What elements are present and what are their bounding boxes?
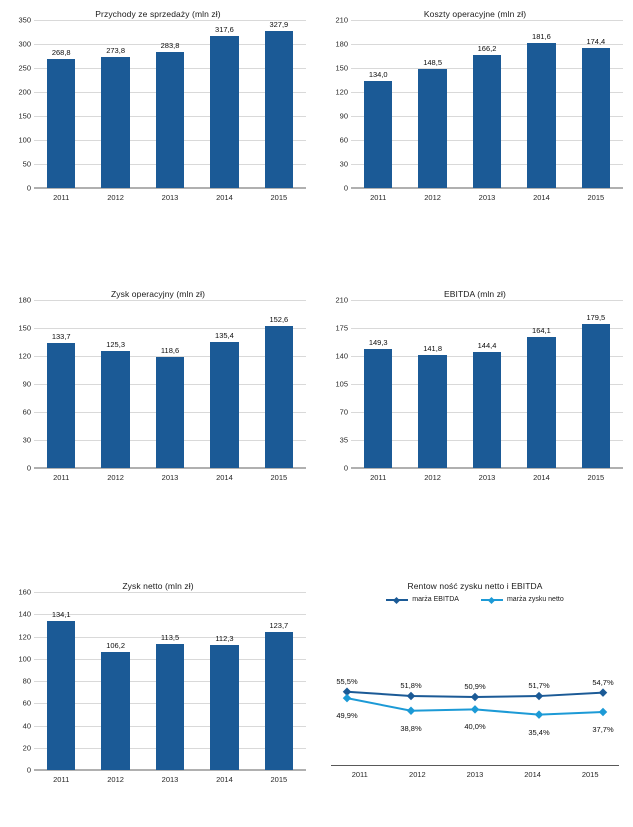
y-axis [325, 295, 351, 473]
x-axis-tick-label: 2014 [216, 473, 233, 482]
x-axis [34, 468, 306, 487]
y-axis-tick-label: 105 [335, 379, 348, 389]
y-axis-tick-label: 150 [18, 111, 31, 121]
bar[interactable] [156, 40, 184, 188]
bar-value-label: 134,1 [51, 609, 71, 619]
y-axis-tick-label: 40 [22, 721, 31, 730]
data-point-marker[interactable] [343, 694, 351, 702]
x-axis [34, 770, 306, 789]
bar-column [34, 20, 88, 188]
x-axis-tick-label: 2011 [370, 473, 387, 482]
x-axis-tick-label: 2011 [53, 193, 70, 202]
bar-column [405, 20, 459, 188]
data-point-marker[interactable] [407, 707, 415, 715]
plot-area [325, 295, 625, 487]
data-point-marker[interactable] [599, 708, 607, 716]
bar-column [34, 592, 88, 770]
bar-value-label: 174,4 [586, 37, 606, 47]
chart-title: Rentow ność zysku netto i EBITDA [407, 581, 543, 591]
bar[interactable] [210, 330, 238, 468]
x-axis-tick-label: 2015 [270, 775, 288, 784]
y-axis-tick-label: 90 [339, 111, 348, 121]
bar-value-label: 118,6 [160, 346, 180, 356]
bar[interactable] [210, 634, 238, 770]
y-axis-tick-label: 60 [339, 135, 348, 145]
bar[interactable] [473, 44, 501, 188]
x-axis-tick-label: 2012 [107, 193, 124, 202]
x-axis-tick-label: 2011 [370, 193, 387, 202]
bar[interactable] [156, 632, 184, 770]
bar[interactable] [47, 332, 75, 468]
bar[interactable] [156, 346, 184, 468]
x-axis-tick-label: 2011 [53, 473, 70, 482]
x-axis-tick-label: 2012 [409, 770, 426, 779]
x-axis-tick-label: 2014 [216, 775, 233, 784]
y-axis-tick-label: 100 [18, 135, 31, 145]
bar-column [252, 592, 306, 770]
x-axis-tick-label: 2015 [587, 473, 605, 482]
y-axis-tick-label: 140 [18, 609, 31, 619]
data-point-marker[interactable] [599, 688, 607, 696]
bar-value-label: 113,5 [160, 632, 180, 642]
bar-series [34, 592, 306, 770]
data-point-marker[interactable] [407, 692, 415, 700]
bar-value-label: 152,6 [269, 314, 289, 324]
bar-column [569, 20, 623, 188]
chart-panel-koszty [325, 8, 625, 207]
bar-column [88, 592, 142, 770]
legend-marker-icon [386, 599, 408, 601]
chart-panel-rentownosc [325, 580, 625, 784]
legend-marker-icon [481, 599, 503, 601]
x-axis [331, 765, 619, 784]
bar[interactable] [364, 337, 392, 468]
y-axis-tick-label: 120 [18, 351, 31, 361]
chart-legend [325, 596, 625, 603]
bar[interactable] [101, 640, 129, 770]
bar[interactable] [582, 313, 610, 468]
y-axis-tick-label: 60 [22, 407, 31, 417]
bar-column [514, 20, 568, 188]
y-axis-tick-label: 150 [335, 63, 348, 73]
bar-column [197, 592, 251, 770]
bar-column [143, 300, 197, 468]
y-axis-tick-label: 100 [18, 654, 31, 664]
y-axis-tick-label: 210 [335, 295, 348, 305]
x-axis-tick-label: 2015 [581, 770, 599, 779]
x-axis [351, 188, 623, 207]
data-point-marker[interactable] [535, 710, 543, 718]
y-axis-tick-label: 120 [335, 87, 348, 97]
y-axis [8, 295, 34, 473]
bar[interactable] [47, 47, 75, 188]
bar[interactable] [265, 621, 293, 770]
y-axis-tick-label: 180 [18, 295, 31, 305]
bar-column [143, 592, 197, 770]
y-axis-tick-label: 140 [335, 351, 348, 361]
data-point-label: 54,7% [592, 677, 614, 687]
x-axis [34, 188, 306, 207]
bar-column [351, 300, 405, 468]
y-axis-tick-label: 90 [22, 379, 31, 389]
bar-value-label: 164,1 [532, 325, 551, 335]
data-point-label: 35,4% [528, 727, 550, 737]
plot-canvas [325, 295, 625, 473]
bar-column [405, 300, 459, 468]
bar-value-label: 283,8 [160, 40, 180, 50]
bar[interactable] [364, 69, 392, 188]
bar[interactable] [265, 314, 293, 468]
plot-area [8, 587, 308, 789]
x-axis-tick-label: 2013 [478, 193, 496, 202]
x-axis-tick-label: 2014 [524, 770, 541, 779]
y-axis-tick-label: 0 [26, 463, 31, 473]
x-axis-tick-label: 2013 [466, 770, 484, 779]
bar-value-label: 179,5 [586, 313, 606, 323]
bar-column [143, 20, 197, 188]
bar[interactable] [418, 58, 446, 188]
y-axis-tick-label: 60 [22, 698, 31, 708]
bar-column [88, 300, 142, 468]
y-axis-tick-label: 50 [22, 159, 31, 169]
chart-title: Koszty operacyjne (mln zł) [423, 9, 527, 19]
data-point-marker[interactable] [471, 705, 479, 713]
y-axis-tick-label: 0 [343, 183, 348, 193]
x-axis [351, 468, 623, 487]
bar-value-label: 133,7 [51, 332, 71, 342]
bar[interactable] [210, 24, 238, 188]
y-axis-tick-label: 20 [22, 743, 31, 753]
data-point-label: 55,5% [336, 676, 358, 686]
bar-value-label: 268,8 [51, 47, 71, 57]
bar-value-label: 123,7 [269, 621, 289, 631]
data-point-marker[interactable] [535, 692, 543, 700]
plot-area [8, 15, 308, 207]
x-axis-tick-label: 2014 [533, 473, 550, 482]
plot-canvas [8, 587, 308, 775]
x-axis-tick-label: 2012 [107, 775, 124, 784]
bar-value-label: 141,8 [423, 343, 442, 353]
x-axis-tick-label: 2015 [587, 193, 605, 202]
plot-canvas [8, 295, 308, 473]
bar[interactable] [418, 343, 446, 468]
bar-column [569, 300, 623, 468]
y-axis-tick-label: 120 [18, 632, 31, 641]
x-axis-tick-label: 2015 [270, 473, 288, 482]
y-axis-tick-label: 200 [18, 87, 31, 97]
bar-column [252, 300, 306, 468]
legend-item-zysk-netto[interactable] [481, 596, 564, 603]
bar-column [460, 300, 514, 468]
bar-value-label: 135,4 [215, 330, 234, 340]
bar-series [34, 300, 306, 468]
x-axis-tick-label: 2012 [107, 473, 124, 482]
y-axis-tick-label: 0 [26, 183, 31, 193]
x-axis-tick-label: 2012 [424, 473, 441, 482]
chart-panel-zysk-operacyjny [8, 288, 308, 487]
y-axis-tick-label: 150 [18, 323, 31, 333]
bar-column [197, 20, 251, 188]
plot-canvas [8, 15, 308, 193]
bar-column [252, 20, 306, 188]
bar-value-label: 166,2 [477, 44, 497, 54]
data-point-label: 49,9% [336, 711, 358, 721]
bar-value-label: 181,6 [532, 31, 551, 41]
x-axis-tick-label: 2013 [478, 473, 496, 482]
bar[interactable] [47, 609, 75, 770]
bar-series [351, 300, 623, 468]
line-plot-canvas [325, 605, 625, 765]
chart-title: Przychody ze sprzedaży (mln zł) [95, 9, 221, 19]
y-axis-tick-label: 70 [339, 407, 348, 417]
y-axis-tick-label: 0 [26, 765, 31, 775]
bar-column [197, 300, 251, 468]
bar-value-label: 106,2 [106, 640, 125, 650]
y-axis-tick-label: 350 [18, 15, 31, 25]
data-point-label: 51,7% [528, 681, 550, 691]
chart-title: Zysk netto (mln zł) [122, 581, 194, 591]
bar-column [514, 300, 568, 468]
y-axis [8, 15, 34, 193]
bar-value-label: 112,3 [215, 634, 234, 644]
x-axis-tick-label: 2013 [161, 775, 179, 784]
x-axis-tick-label: 2011 [53, 775, 70, 784]
y-axis-tick-label: 35 [339, 435, 348, 445]
y-axis-tick-label: 250 [18, 63, 31, 73]
bar-value-label: 273,8 [106, 45, 125, 55]
chart-title: Zysk operacyjny (mln zł) [110, 289, 206, 299]
bar[interactable] [582, 37, 610, 188]
y-axis-tick-label: 210 [335, 15, 348, 25]
x-axis-tick-label: 2014 [533, 193, 550, 202]
bar-value-label: 134,0 [368, 69, 388, 79]
x-axis-tick-label: 2015 [270, 193, 288, 202]
chart-panel-zysk-netto [8, 580, 308, 789]
chart-panel-przychody [8, 8, 308, 207]
x-axis-tick-label: 2012 [424, 193, 441, 202]
chart-title: EBITDA (mln zł) [444, 289, 506, 299]
legend-label: marża EBITDA [412, 596, 459, 603]
data-point-label: 50,9% [464, 681, 486, 691]
bar-column [460, 20, 514, 188]
bar-value-label: 317,6 [215, 24, 234, 34]
plot-area [325, 15, 625, 207]
y-axis [8, 587, 34, 775]
plot-canvas [325, 15, 625, 193]
bar-value-label: 148,5 [423, 58, 442, 68]
x-axis-tick-label: 2013 [161, 473, 179, 482]
data-point-label: 51,8% [400, 680, 422, 690]
bar-column [34, 300, 88, 468]
bar[interactable] [265, 19, 293, 188]
y-axis-tick-label: 30 [22, 435, 31, 445]
data-point-label: 40,0% [464, 722, 486, 732]
y-axis [325, 15, 351, 193]
data-point-marker[interactable] [471, 693, 479, 701]
y-axis-tick-label: 80 [22, 676, 31, 686]
bar[interactable] [101, 45, 129, 188]
x-axis-tick-label: 2014 [216, 193, 233, 202]
x-axis-tick-label: 2013 [161, 193, 179, 202]
x-axis-tick-label: 2011 [351, 770, 368, 779]
bar[interactable] [527, 31, 555, 188]
data-point-label: 38,8% [400, 723, 422, 733]
bar-value-label: 149,3 [368, 337, 388, 347]
bar-value-label: 327,9 [269, 19, 289, 29]
y-axis-tick-label: 175 [335, 323, 348, 333]
bar-value-label: 144,4 [477, 341, 497, 351]
y-axis-tick-label: 30 [339, 159, 348, 169]
y-axis-tick-label: 180 [335, 39, 348, 49]
legend-item-ebitda[interactable] [386, 596, 459, 603]
bar-column [88, 20, 142, 188]
y-axis-tick-label: 0 [343, 463, 348, 473]
bar[interactable] [101, 340, 129, 468]
bar-series [34, 20, 306, 188]
bar[interactable] [527, 325, 555, 468]
bar[interactable] [473, 341, 501, 468]
y-axis-tick-label: 160 [18, 587, 31, 597]
bar-series [351, 20, 623, 188]
chart-panel-ebitda [325, 288, 625, 487]
y-axis-tick-label: 300 [18, 39, 31, 49]
plot-area [8, 295, 308, 487]
bar-value-label: 125,3 [106, 340, 125, 350]
data-point-label: 37,7% [592, 725, 614, 735]
legend-label: marża zysku netto [506, 596, 564, 603]
bar-column [351, 20, 405, 188]
